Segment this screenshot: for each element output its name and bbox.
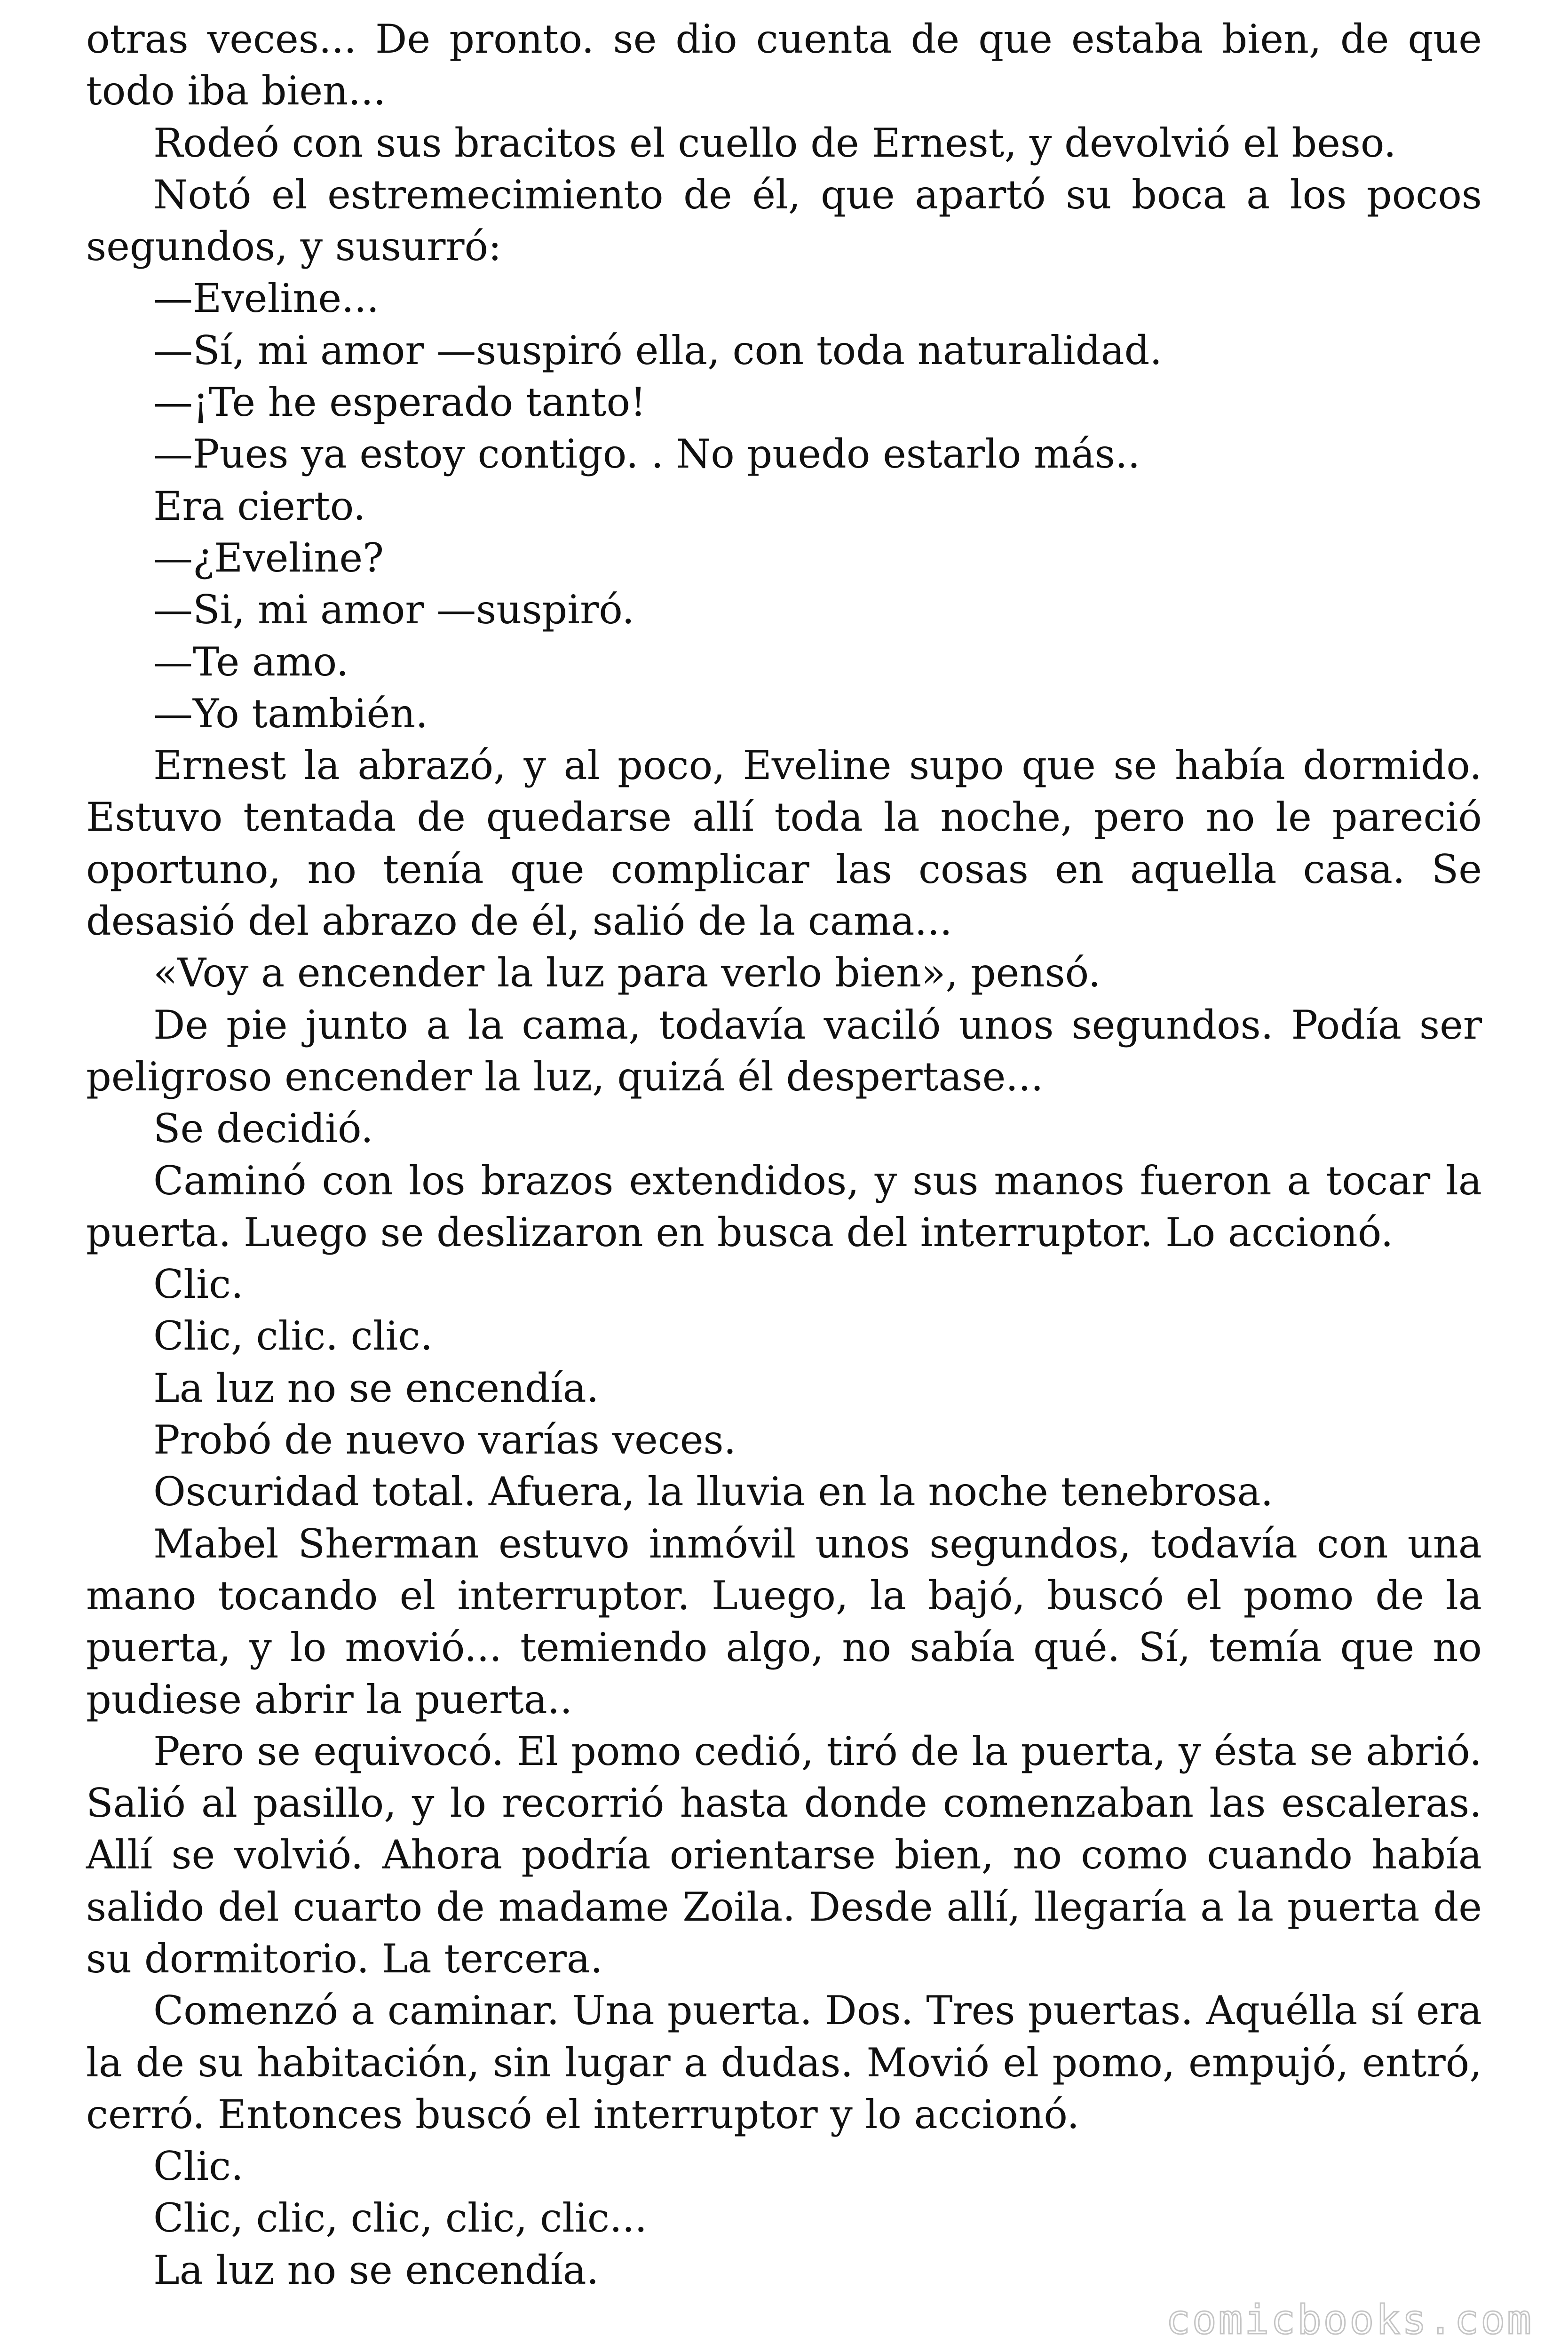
paragraph: Se decidió. — [153, 1105, 373, 1152]
book-page-text — [86, 13, 1482, 2296]
paragraph: Mabel Sherman estuvo inmóvil unos segundos, todavía con una mano tocando el interruptor. Luego, la bajó, buscó el pomo de la puerta, y lo movió... temiendo algo, no sabía qué. Sí, temía que no pudiese abrir la puerta.. — [86, 1520, 1482, 1723]
paragraph: Era cierto. — [153, 483, 366, 529]
paragraph: Oscuridad total. Afuera, la lluvia en la noche tenebrosa. — [153, 1469, 1274, 1515]
watermark-logo: comicbooks.com — [1166, 2296, 1533, 2344]
paragraph: Caminó con los brazos extendidos, y sus manos fueron a tocar la puerta. Luego se deslizaron en busca del interruptor. Lo accionó. — [86, 1157, 1482, 1255]
paragraph: Probó de nuevo varías veces. — [153, 1417, 736, 1463]
paragraph: La luz no se encendía. — [153, 1365, 599, 1411]
paragraph: otras veces... De pronto. se dio cuenta de que estaba bien, de que todo iba bien... — [86, 16, 1482, 114]
paragraph: «Voy a encender la luz para verlo bien», pensó. — [153, 950, 1101, 996]
dialogue-line: —Yo también. — [153, 690, 428, 737]
paragraph: Pero se equivocó. El pomo cedió, tiró de la puerta, y ésta se abrió. Salió al pasillo, y lo recorrió hasta donde comenzaban las escaleras. Allí se volvió. Ahora podría orientarse bien, no como cuando había salido del cuarto de madame Zoila. Desde allí, llegaría a la puerta de su dormitorio. La tercera. — [86, 1728, 1482, 1982]
paragraph: Clic. — [153, 1261, 244, 1308]
dialogue-line: —Sí, mi amor —suspiró ella, con toda naturalidad. — [153, 327, 1163, 373]
paragraph: Clic, clic. clic. — [153, 1313, 433, 1359]
paragraph: Comenzó a caminar. Una puerta. Dos. Tres puertas. Aquélla sí era la de su habitación, sin lugar a dudas. Movió el pomo, empujó, entró, cerró. Entonces buscó el interruptor y lo accionó. — [86, 1987, 1482, 2137]
dialogue-line: —Pues ya estoy contigo. . No puedo estarlo más.. — [153, 431, 1140, 477]
dialogue-line: —Te amo. — [153, 638, 349, 685]
paragraph: Notó el estremecimiento de él, que apartó su boca a los pocos segundos, y susurró: — [86, 171, 1482, 270]
paragraph: Clic, clic, clic, clic, clic... — [153, 2195, 648, 2241]
paragraph: Ernest la abrazó, y al poco, Eveline supo que se había dormido. Estuvo tentada de quedarse allí toda la noche, pero no le pareció oportuno, no tenía que complicar las cosas en aquella casa. Se desasió del abrazo de él, salió de la cama... — [86, 742, 1482, 945]
paragraph: Clic. — [153, 2143, 244, 2190]
dialogue-line: —Eveline... — [153, 275, 380, 322]
dialogue-line: —¡Te he esperado tanto! — [153, 379, 646, 426]
paragraph: Rodeó con sus bracitos el cuello de Ernest, y devolvió el beso. — [153, 119, 1396, 166]
dialogue-line: —¿Eveline? — [153, 534, 384, 581]
paragraph: De pie junto a la cama, todavía vaciló unos segundos. Podía ser peligroso encender la luz, quizá él despertase... — [86, 1001, 1482, 1100]
paragraph: La luz no se encendía. — [153, 2247, 599, 2293]
dialogue-line: —Si, mi amor —suspiró. — [153, 587, 635, 633]
